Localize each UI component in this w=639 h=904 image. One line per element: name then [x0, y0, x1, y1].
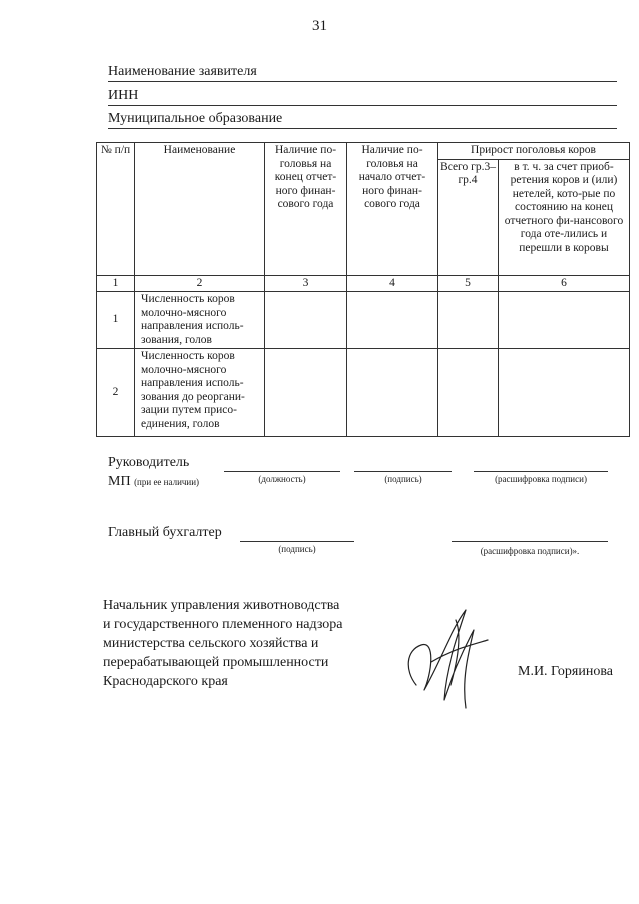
header-end-of-year: Наличие по-головья на конец отчет-ного финан-сового года: [265, 143, 347, 276]
head-label: Руководитель: [108, 455, 190, 470]
row-num: 2: [97, 349, 135, 437]
table-row: [97, 292, 630, 349]
table-row: [97, 349, 630, 437]
accountant-decryption-line: [452, 541, 608, 542]
header-growth: Прирост поголовья коров: [438, 143, 630, 160]
header-name: Наименование: [135, 143, 265, 276]
applicant-name-field: [108, 64, 617, 82]
municipality-label: Муниципальное образование: [108, 111, 283, 126]
footer-line: и государственного племенного надзора: [103, 617, 343, 632]
accountant-signature-caption: (подпись): [278, 544, 316, 554]
header-num: № п/п: [97, 143, 135, 276]
mp-text: МП: [108, 474, 131, 489]
accountant-decryption-caption: (расшифровка подписи)».: [480, 546, 580, 556]
signature-caption: (подпись): [384, 474, 422, 484]
municipality-field: [108, 111, 617, 129]
row-cell-including: [499, 349, 630, 437]
signatory-name: М.И. Горяинова: [518, 664, 613, 679]
decryption-line: [474, 471, 608, 472]
signature-line: [354, 471, 452, 472]
mp-label: [108, 474, 199, 490]
row-cell-end-of-year: [265, 292, 347, 349]
row-cell-total: [438, 349, 499, 437]
row-name: Численность коров молочно-мясного направления исполь-зования до реоргани-зации путем присо-единения, голов: [135, 349, 265, 437]
applicant-name-label: Наименование заявителя: [108, 64, 257, 79]
footer-position-block: [103, 596, 342, 691]
position-caption: (должность): [258, 474, 306, 484]
row-cell-start-of-year: [347, 349, 438, 437]
decryption-caption: (расшифровка подписи): [495, 474, 587, 484]
footer-line: министерства сельского хозяйства и: [103, 636, 319, 651]
mp-note: (при ее наличии): [134, 477, 200, 487]
column-number: 2: [135, 275, 265, 292]
row-cell-start-of-year: [347, 292, 438, 349]
column-number-row: [97, 275, 630, 292]
handwritten-signature: [396, 590, 496, 715]
footer-line: Начальник управления животноводства: [103, 598, 340, 613]
accountant-signature-line: [240, 541, 354, 542]
inn-label: ИНН: [108, 88, 139, 103]
column-number: 6: [499, 275, 630, 292]
footer-line: перерабатывающей промышленности: [103, 655, 329, 670]
row-cell-end-of-year: [265, 349, 347, 437]
position-line: [224, 471, 340, 472]
chief-accountant-label: Главный бухгалтер: [108, 525, 222, 540]
row-num: 1: [97, 292, 135, 349]
row-name: Численность коров молочно-мясного направления исполь-зования, голов: [135, 292, 265, 349]
column-number: 3: [265, 275, 347, 292]
header-start-of-year: Наличие по-головья на начало отчет-ного финан-сового года: [347, 143, 438, 276]
inn-field: [108, 88, 617, 106]
header-total: Всего гр.3–гр.4: [438, 159, 499, 275]
page-number: 31: [312, 18, 327, 34]
cattle-growth-table: [96, 142, 630, 437]
row-cell-total: [438, 292, 499, 349]
column-number: 1: [97, 275, 135, 292]
footer-line: Краснодарского края: [103, 674, 228, 689]
column-number: 5: [438, 275, 499, 292]
column-number: 4: [347, 275, 438, 292]
row-cell-including: [499, 292, 630, 349]
header-including: в т. ч. за счет приоб-ретения коров и (или) нетелей, кото-рые по состоянию на конец отчетного фи-нансового года оте-лились и перешли в коровы: [499, 159, 630, 275]
